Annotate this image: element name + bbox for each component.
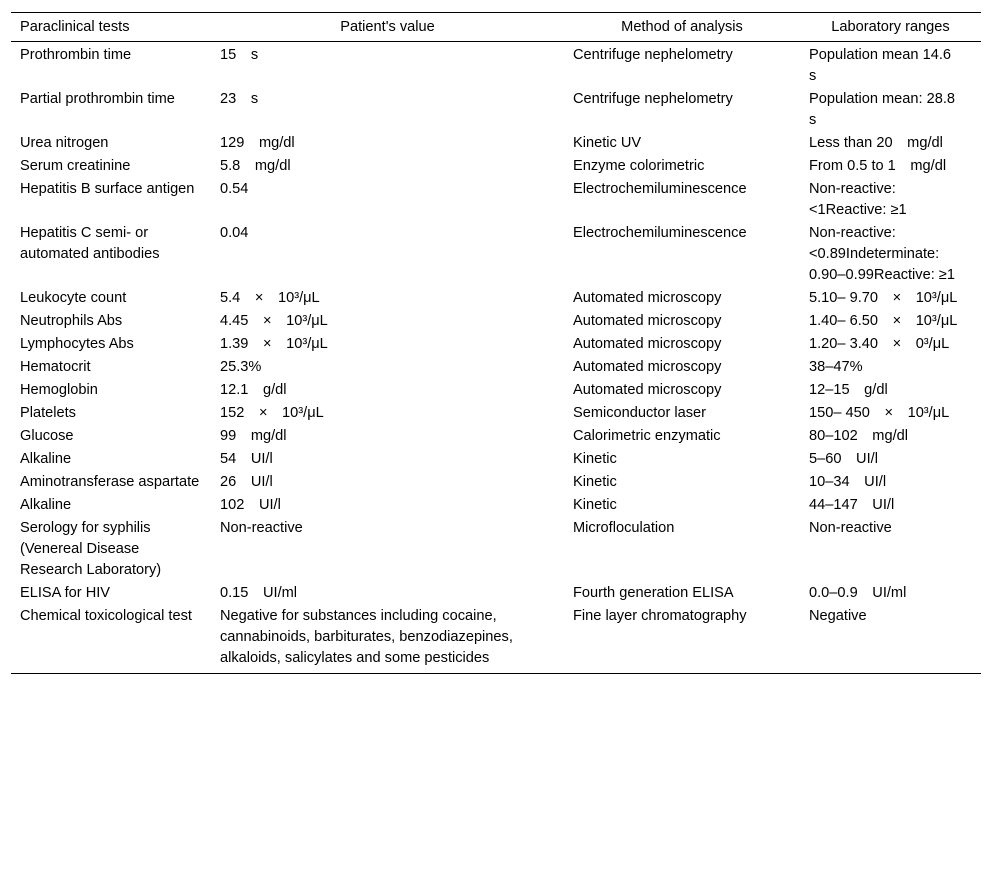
cell-lab-range: From 0.5 to 1 mg/dl	[809, 158, 947, 174]
cell-method: Microfloculation	[573, 520, 675, 536]
cell-test-name: Chemical toxicological test	[20, 608, 192, 624]
cell-test-name: Hepatitis B surface antigen	[20, 181, 195, 197]
cell-patient-value: Non-reactive	[220, 520, 303, 536]
cell-method: Automated microscopy	[573, 336, 722, 352]
table-row	[11, 132, 981, 155]
cell-method: Centrifuge nephelometry	[573, 91, 733, 107]
cell-test-name: Hematocrit	[20, 359, 91, 375]
cell-method: Automated microscopy	[573, 290, 722, 306]
cell-test-name: Alkaline	[20, 451, 72, 467]
cell-lab-range: Less than 20 mg/dl	[809, 135, 943, 151]
table-row	[11, 605, 981, 674]
cell-method: Electrochemiluminescence	[573, 225, 747, 241]
table-row	[11, 178, 981, 222]
table-header	[11, 13, 981, 42]
cell-method: Semiconductor laser	[573, 405, 707, 421]
cell-test-name: Partial prothrombin time	[20, 91, 175, 107]
cell-lab-range: 150– 450 × 10³/μL	[809, 405, 950, 421]
table-body	[11, 42, 981, 674]
header-paraclinical-tests: Paraclinical tests	[20, 19, 130, 35]
table-row	[11, 582, 981, 605]
cell-method: Centrifuge nephelometry	[573, 47, 733, 63]
lab-results-table	[11, 12, 981, 674]
cell-lab-range: 0.0–0.9 UI/ml	[809, 585, 907, 601]
cell-method: Kinetic	[573, 474, 617, 490]
cell-lab-range: Population mean: 28.8 s	[809, 91, 970, 128]
cell-lab-range: Negative	[809, 608, 867, 624]
cell-patient-value: 0.04	[220, 225, 249, 241]
cell-patient-value: 0.15 UI/ml	[220, 585, 298, 601]
cell-lab-range: 12–15 g/dl	[809, 382, 888, 398]
cell-lab-range: 1.20– 3.40 × 0³/μL	[809, 336, 950, 352]
table-row	[11, 517, 981, 582]
cell-patient-value: 5.8 mg/dl	[220, 158, 291, 174]
cell-patient-value: 23 s	[220, 91, 259, 107]
cell-lab-range: 5–60 UI/l	[809, 451, 878, 467]
cell-method: Automated microscopy	[573, 382, 722, 398]
table-row	[11, 425, 981, 448]
cell-patient-value: 99 mg/dl	[220, 428, 287, 444]
cell-test-name: Prothrombin time	[20, 47, 132, 63]
cell-lab-range: 44–147 UI/l	[809, 497, 895, 513]
cell-patient-value: 129 mg/dl	[220, 135, 295, 151]
cell-test-name: Leukocyte count	[20, 290, 127, 306]
cell-patient-value: 25.3%	[220, 359, 262, 375]
cell-patient-value: 26 UI/l	[220, 474, 273, 490]
table-row	[11, 379, 981, 402]
cell-test-name: Serum creatinine	[20, 158, 131, 174]
header-laboratory-ranges: Laboratory ranges	[831, 19, 950, 35]
header-row	[11, 13, 981, 42]
cell-lab-range: 5.10– 9.70 × 10³/μL	[809, 290, 958, 306]
table-row	[11, 333, 981, 356]
cell-patient-value: Negative for substances including cocaine, cannabinoids, barbiturates, benzodiazepines, alkaloids, salicylates and some pesticides	[220, 608, 513, 666]
cell-method: Automated microscopy	[573, 313, 722, 329]
table-row	[11, 222, 981, 287]
cell-patient-value: 4.45 × 10³/μL	[220, 313, 328, 329]
table-row	[11, 310, 981, 333]
table-row	[11, 448, 981, 471]
header-method-of-analysis: Method of analysis	[621, 19, 743, 35]
table-row	[11, 287, 981, 310]
cell-test-name: Serology for syphilis (Venereal Disease Research Laboratory)	[20, 520, 162, 578]
table-row	[11, 42, 981, 89]
header-patient-value: Patient's value	[340, 19, 435, 35]
cell-method: Electrochemiluminescence	[573, 181, 747, 197]
cell-lab-range: 80–102 mg/dl	[809, 428, 908, 444]
cell-method: Enzyme colorimetric	[573, 158, 705, 174]
cell-patient-value: 0.54	[220, 181, 249, 197]
cell-patient-value: 5.4 × 10³/μL	[220, 290, 320, 306]
table-row	[11, 402, 981, 425]
cell-patient-value: 54 UI/l	[220, 451, 273, 467]
cell-method: Calorimetric enzymatic	[573, 428, 721, 444]
cell-patient-value: 15 s	[220, 47, 259, 63]
cell-patient-value: 102 UI/l	[220, 497, 281, 513]
cell-method: Fine layer chromatography	[573, 608, 747, 624]
cell-lab-range: 38–47%	[809, 359, 863, 375]
cell-test-name: Urea nitrogen	[20, 135, 109, 151]
cell-lab-range: 1.40– 6.50 × 10³/μL	[809, 313, 958, 329]
cell-method: Kinetic	[573, 497, 617, 513]
cell-method: Kinetic UV	[573, 135, 642, 151]
cell-lab-range: Population mean 14.6 s	[809, 47, 966, 84]
cell-test-name: Platelets	[20, 405, 76, 421]
table-row	[11, 471, 981, 494]
cell-test-name: ELISA for HIV	[20, 585, 111, 601]
cell-patient-value: 1.39 × 10³/μL	[220, 336, 328, 352]
cell-method: Kinetic	[573, 451, 617, 467]
cell-test-name: Lymphocytes Abs	[20, 336, 134, 352]
cell-patient-value: 152 × 10³/μL	[220, 405, 324, 421]
cell-test-name: Aminotransferase aspartate	[20, 474, 200, 490]
cell-test-name: Hemoglobin	[20, 382, 98, 398]
cell-lab-range: Non-reactive: <1Reactive: ≥1	[809, 181, 907, 218]
table-row	[11, 88, 981, 132]
cell-test-name: Hepatitis C semi- or automated antibodies	[20, 225, 160, 262]
cell-test-name: Alkaline	[20, 497, 72, 513]
cell-method: Automated microscopy	[573, 359, 722, 375]
table-row	[11, 494, 981, 517]
table-row	[11, 155, 981, 178]
table-row	[11, 356, 981, 379]
cell-lab-range: 10–34 UI/l	[809, 474, 887, 490]
cell-method: Fourth generation ELISA	[573, 585, 734, 601]
cell-test-name: Neutrophils Abs	[20, 313, 123, 329]
cell-lab-range: Non-reactive	[809, 520, 892, 536]
cell-lab-range: Non-reactive: <0.89Indeterminate: 0.90–0.99Reactive: ≥1	[809, 225, 955, 283]
cell-test-name: Glucose	[20, 428, 74, 444]
cell-patient-value: 12.1 g/dl	[220, 382, 287, 398]
